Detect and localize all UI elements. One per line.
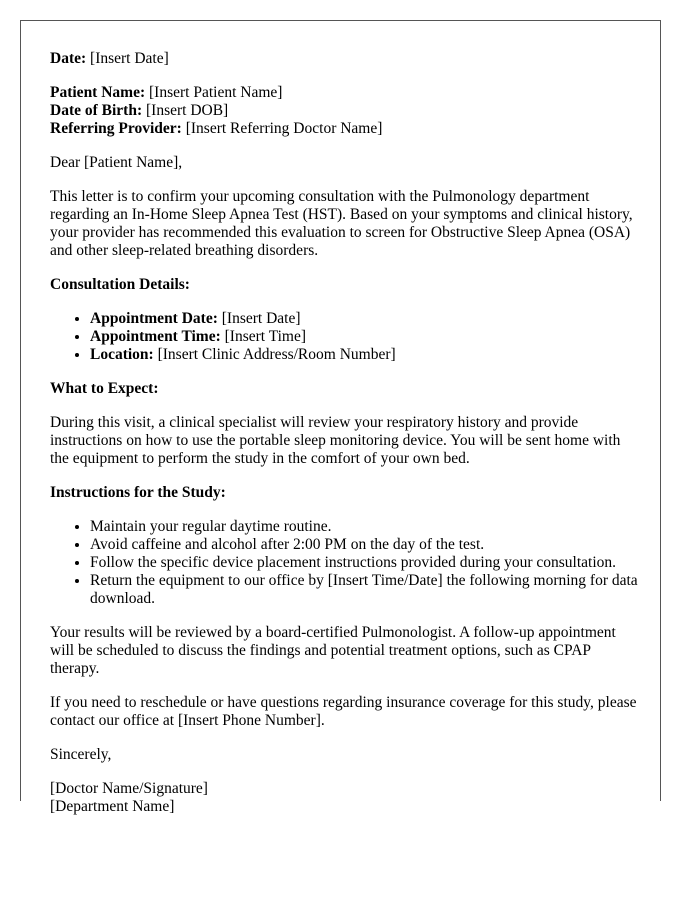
instructions-list (50, 518, 640, 608)
expect-paragraph: During this visit, a clinical specialist will review your respiratory history and provide instructions on how to use the portable sleep monitoring device. You will be sent home with the equipment to perform the study in the comfort of your own bed. (50, 414, 621, 467)
dob-line (50, 102, 640, 120)
list-item: • Follow the specific device placement instructions provided during your consultation. (90, 554, 640, 572)
date-value: [Insert Date] (86, 50, 169, 67)
appointment-date-label: Appointment Date: (90, 310, 218, 327)
location-label: Location: (90, 346, 154, 363)
list-item: • Return the equipment to our office by [Insert Time/Date] the following morning for data download. (90, 572, 640, 608)
patient-info-block (50, 84, 640, 138)
letter-content (50, 50, 640, 832)
patient-name-value: [Insert Patient Name] (145, 84, 283, 101)
date-line (50, 50, 640, 68)
list-item (90, 310, 640, 328)
signature-line: [Doctor Name/Signature] (50, 780, 208, 797)
department-line: [Department Name] (50, 798, 175, 815)
patient-name-line (50, 84, 640, 102)
expect-heading: What to Expect: (50, 380, 159, 397)
referring-provider-label: Referring Provider: (50, 120, 182, 137)
list-item: • Maintain your regular daytime routine. (90, 518, 640, 536)
consultation-heading: Consultation Details: (50, 276, 190, 293)
referring-provider-value: [Insert Referring Doctor Name] (181, 120, 383, 137)
referring-provider-line (50, 120, 640, 138)
list-item (90, 328, 640, 346)
dob-value: [Insert DOB] (142, 102, 229, 119)
salutation: Dear [Patient Name], (50, 154, 183, 171)
letter-page (20, 20, 661, 815)
instructions-heading: Instructions for the Study: (50, 484, 226, 501)
consultation-list (50, 310, 640, 364)
list-item (90, 346, 640, 364)
appointment-time-label: Appointment Time: (90, 328, 221, 345)
patient-name-label: Patient Name: (50, 84, 146, 101)
contact-paragraph: If you need to reschedule or have questions regarding insurance coverage for this study, please contact our office at [Insert Phone Number]. (50, 694, 637, 729)
intro-paragraph: This letter is to confirm your upcoming consultation with the Pulmonology department regarding an In-Home Sleep Apnea Test (HST). Based on your symptoms and clinical history, your provider has recommended this evaluation to screen for Obstructive Sleep Apnea (OSA) and other sleep-related breathing disorders. (50, 188, 633, 259)
dob-label: Date of Birth: (50, 102, 143, 119)
list-item: • Avoid caffeine and alcohol after 2:00 PM on the day of the test. (90, 536, 640, 554)
appointment-time-value: [Insert Time] (220, 328, 307, 345)
signature-block (50, 780, 640, 816)
location-value: [Insert Clinic Address/Room Number] (153, 346, 396, 363)
appointment-date-value: [Insert Date] (217, 310, 301, 327)
closing: Sincerely, (50, 746, 112, 763)
date-label: Date: (50, 50, 87, 67)
results-paragraph: Your results will be reviewed by a board-certified Pulmonologist. A follow-up appointment will be scheduled to discuss the findings and potential treatment options, such as CPAP therapy. (50, 624, 616, 677)
